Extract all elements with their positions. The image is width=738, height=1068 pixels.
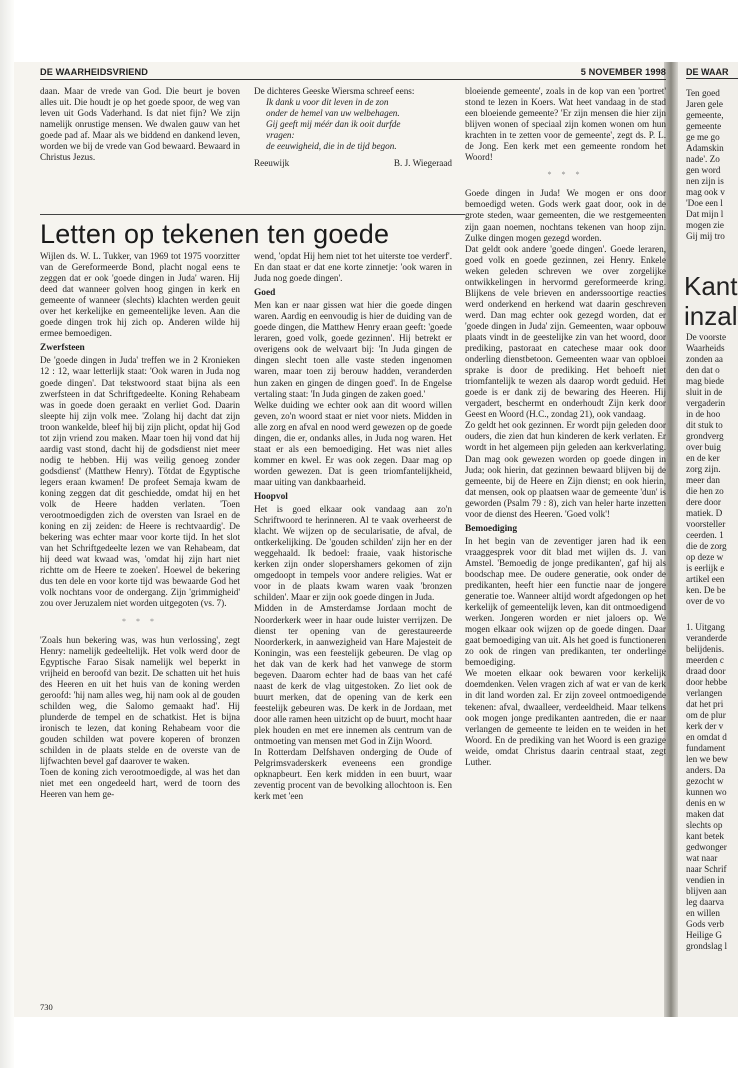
poem: [254, 97, 452, 152]
title-rule: [40, 214, 465, 215]
facing-line: kunnen wo: [686, 787, 727, 797]
facing-headline-line: inzal: [684, 301, 738, 331]
paragraph: Welke duiding we echter ook aan dit woord willen geven, zo'n woord staat er niet voor niets. Midden in alle zorg en afval en nood werd gewezen op de goede dingen, die er, ondanks alles, in Juda nog waren. Het staat er als een bemoediging. Het was niet alles kommer en kwel. Er was ook zegen. Daar mag op worden gewezen. Dat is geen triomfantelijkheid, maar uiting van dankbaarheid.: [254, 399, 452, 487]
facing-line: Gij mij tro: [686, 231, 725, 241]
facing-line: en de ker: [686, 453, 720, 463]
poem-line: vragen:: [266, 130, 295, 141]
facing-headline-line: Kant: [684, 271, 738, 301]
facing-page-rule: [686, 78, 738, 79]
article-column-1: [40, 251, 240, 800]
paragraph: Dat geldt ook andere 'goede dingen'. Goede leraren, goed volk en goede gezinnen, zei Henry. Enkele weken geleden schreven we over zorgelijke ontwikkelingen in hervormd gereformeerde kring. Blijkens de vele brieven en anderssoortige reacties werd onderkend en herkend wat daarin geschreven werd. Dan mag echter ook gezegd worden, dat er 'goede dingen in Juda' zijn. Gemeenten, waar opbouw plaats vindt in de geestelijke zin van het woord, door prediking, pastoraat en catechese maar ook door onderling dienstbetoon. Gemeenten waar van opbloei sprake is door de prediking. Het behoeft niet triomfantelijk te wezen als daarop wordt geduid. Het goede is er dank zij de bewaring des Heeren. Hij vergadert, beschermt en onderhoudt Zijn kerk door Geest en Woord (H.C., zondag 21), ook vandaag.: [465, 243, 666, 420]
facing-line: 'Doe een l: [686, 198, 723, 208]
facing-line: dit stuk to: [686, 420, 723, 430]
facing-page: [678, 62, 738, 1017]
facing-line: denis en w: [686, 798, 726, 808]
facing-line: door hebbe: [686, 677, 728, 687]
paragraph: In het begin van de zeventiger jaren had ik een vraaggesprek voor dit blad met wijlen ds. J. van Amstel. 'Bemoedig de jonge predikanten', gaf hij als boodschap mee. De oudere generatie, ook onder de predikanten, heeft hier een functie naar de jongere generatie toe. Wanneer altijd wordt afgedongen op het kerkelijk of gemeentelijk leven, kan dit ontmoedigend werken. Jongeren worden er niet jaloers op. We mogen elkaar ook wijzen op de goede dingen. Daar gaat bemoediging van uit. Als het goed is functioneren zo ook de ringen van predikanten, ter onderlinge bemoediging.: [465, 535, 666, 668]
facing-line: wat naar: [686, 853, 718, 863]
facing-line: op deze w: [686, 552, 724, 562]
facing-line: dat het pri: [686, 699, 724, 709]
facing-line: den dat o: [686, 365, 720, 375]
facing-line: veranderde: [686, 633, 727, 643]
facing-line: en omdat d: [686, 732, 727, 742]
paragraph: Goede dingen in Juda! We mogen er ons door bemoedigd weten. Gods werk gaat door, ook in de grote steden, waar gemeenten, die we restgemeenten zijn gaan noemen, nochtans tekenen van hoop zijn. Zulke dingen mogen gezegd worden.: [465, 188, 666, 243]
facing-line: gedwonger: [686, 842, 727, 852]
facing-line: slechts op: [686, 820, 723, 830]
section-divider: * * *: [547, 170, 584, 180]
facing-line: meer dan: [686, 475, 720, 485]
article-title: Letten op tekenen ten goede: [40, 219, 390, 249]
facing-line: is eerlijk e: [686, 563, 725, 573]
facing-line: draad door: [686, 666, 726, 676]
facing-line: len we bew: [686, 754, 728, 764]
paragraph: In Rotterdam Delfshaven onderging de Oude of Pelgrimsvaderskerk eveneens een grondige opknapbeurt. Een kerk midden in een buurt, waar zeventig procent van de bevolking allochtoon is. Een kerk met 'een: [254, 747, 452, 802]
facing-line: ceerden. 1: [686, 530, 724, 540]
facing-line: gezocht w: [686, 776, 724, 786]
facing-line: mag biede: [686, 376, 725, 386]
paragraph: Zo geldt het ook gezinnen. Er wordt pijn geleden door ouders, die zien dat hun kinderen de kerk verlaten. Er wordt in het algemeen pijn geleden aan kerkverlating. Dan mag ook gewezen worden op goede dingen in Juda; ook hierin, dat gezinnen bewaard blijven bij de gemeente, bij de Heere en Zijn dienst; en ook hierin, dat mensen, ook op plaatsen waar de gemeente 'dun' is geworden (Psalm 79 : 8), zich van heler harte inzetten voor de dienst des Heeren. 'Goed volk'!: [465, 420, 666, 519]
facing-page-header: DE WAAR: [686, 67, 729, 77]
facing-line: grondslag l: [686, 941, 728, 951]
facing-line: dere door: [686, 497, 721, 507]
facing-line: belijdenis.: [686, 644, 725, 654]
facing-line: verlangen: [686, 688, 723, 698]
facing-line: mag ook v: [686, 187, 725, 197]
issue-date: 5 NOVEMBER 1998: [580, 67, 666, 77]
facing-line: artikel een: [686, 574, 725, 584]
intro-text-2: De dichteres Geeske Wiersma schreef eens:: [254, 86, 415, 96]
facing-line: sluit in de: [686, 387, 723, 397]
paragraph: De 'goede dingen in Juda' treffen we in 2 Kronieken 12 : 12, waar letterlijk staat: 'Ook waren in Juda nog goede dingen'. Dat tekstwoord staat bijna als een zwerfsteen in dat Schriftgedeelte. Koning Rehabeam was in goede doen geraakt en verliet God. Daarin sleepte hij zijn volk mee. 'Zolang hij dacht dat zijn troon wankelde, bleef hij bij zijn plicht, opdat hij God tot zijn vriend zou maken. Maar toen hij vond dat hij aardig vast stond, dacht hij de godsdienst niet meer nodig te hebben. Hij was veilig genoeg zonder godsdienst' (Matthew Henry). Tötdat de Egyptische legers eraan kwamen! De profeet Semaja kwam de koning zeggen dat dit geschiedde, omdat hij en het volk de Heere hadden verlaten. 'Toen verootmoedigden zich de oversten van Israel en de koning en zij zeiden: de Heere is rechtvaardig'. De bekering was echter maar voor korte tijd. In het slot van het Schriftgedeelte lezen we van Rehabeam, dat hij deed wat kwaad was, 'omdat hij zijn hart niet richtte om de Heere te zoeken'. Hoewel de bekering dus ten dele en voor korte tijd was bewaarde God het volk nochtans voor de ondergang. Zijn 'grimmigheid' zou over Jeruzalem niet worden uitgegoten (vs. 7).: [40, 355, 240, 609]
facing-line: matiek. D: [686, 508, 723, 518]
article-column-3: [465, 86, 666, 768]
facing-headline: [684, 271, 738, 331]
facing-line: vendien in: [686, 875, 725, 885]
paragraph: bloeiende gemeente', zoals in de kop van een 'portret' stond te lezen in Koers. Wat heet vandaag in de stad een bloeiende gemeente? 'Er zijn mensen die hier zijn blijven wonen of speciaal zijn komen wonen om hun krachten in te zetten voor de gemeente', zegt ds. P. L. de Jong. Een kerk met een gemeente rondom het Woord!: [465, 86, 666, 163]
facing-line: om de plur: [686, 710, 726, 720]
facing-line: over de vo: [686, 596, 725, 606]
subheading: Hoopvol: [254, 491, 288, 502]
paragraph: wend, 'opdat Hij hem niet tot het uiterste toe verderf'. En dan staat er dat ene korte zinnetje: 'ook waren in Juda nog goede dingen'.: [254, 251, 452, 284]
poem-line: Gij geeft mij méér dan ik ooit durfde: [266, 119, 401, 130]
facing-line: die de zorg: [686, 541, 727, 551]
facing-text-mid: [686, 332, 727, 607]
facing-line: en willen: [686, 908, 720, 918]
page-shadow: [0, 0, 14, 1068]
paragraph: 'Zoals hun bekering was, was hun verlossing', zegt Henry: namelijk gedeeltelijk. Het volk werd door de Egyptische Farao Sisak namelijk wel beperkt in vrijheid en beroofd van bezit. De schatten uit het huis des Heeren en uit het huis van de koning werden geroofd: 'hij nam alles weg, hij nam ook al de gouden schilden weg, die Salomo gemaakt had'. Hij plunderde de tempel en de schatkist. Het is bijna ironisch te lezen, dat koning Rehabeam voor die gouden schilden wat povere koperen of bronzen schilden in de plaats stelde en de overste van de lijfwachten bevel gaf daarover te waken.: [40, 634, 240, 767]
signature-author: B. J. Wiegeraad: [393, 158, 452, 169]
facing-line: zonden aa: [686, 354, 723, 364]
facing-line: meerden c: [686, 655, 725, 665]
facing-line: in de hoo: [686, 409, 721, 419]
facing-line: gen word: [686, 165, 721, 175]
facing-line: blijven aan: [686, 886, 727, 896]
facing-line: over buig: [686, 442, 721, 452]
facing-text-top: [686, 88, 725, 242]
header-rule: [40, 79, 666, 80]
facing-line: vergaderin: [686, 398, 726, 408]
facing-line: Gods verb: [686, 919, 725, 929]
paragraph: Het is goed elkaar ook vandaag aan zo'n Schriftwoord te herinneren. Al te vaak overheerst de klacht. We wijzen op de secularisatie, de afval, de ontkerkelijking. De 'gouden schilden' zijn her en der weggehaald. Ik bedoel: fraaie, vaak historische kerken zijn onder slopershamers gekomen of zijn omgedoopt in tempels voor andere religies. Wat er voor in de plaats kwam waren vaak 'bronzen schilden'. Maar er zijn ook goede dingen in Juda.: [254, 504, 452, 603]
facing-line: die hen zo: [686, 486, 724, 496]
publication-name: DE WAARHEIDSVRIEND: [40, 67, 148, 77]
facing-line: nen zijn is: [686, 176, 724, 186]
facing-line: Ten goed: [686, 88, 720, 98]
facing-line: mogen zie: [686, 220, 725, 230]
intro-text-1: daan. Maar de vrede van God. Die beurt je boven alles uit. Die houdt je op het goede spoor, de weg van leven uit Gods Vaderhand. Is dat niet fijn? We zijn namelijk onrustige mensen. We dwalen gauw van het goede pad af. Maar als we biddend en dankend leven, worden we bij de vrede van God bewaard. Bewaard in Christus Jezus.: [40, 86, 241, 163]
poem-line: onder de hemel van uw welbehagen.: [266, 108, 400, 119]
facing-line: kerk der v: [686, 721, 724, 731]
facing-line: zorg zijn.: [686, 464, 721, 474]
article-column-2: [254, 251, 452, 802]
poem-line: Ik dank u voor dit leven in de zon: [266, 97, 389, 108]
facing-line: fundament: [686, 743, 726, 753]
facing-line: gemeente,: [686, 110, 724, 120]
signature: [254, 158, 452, 169]
facing-line: nade'. Zo: [686, 154, 720, 164]
facing-line: voorsteller: [686, 519, 726, 529]
binding-gutter: [664, 62, 678, 1017]
poem-line: de eeuwigheid, die in de tijd begon.: [266, 141, 397, 152]
subheading: Bemoediging: [465, 523, 518, 534]
paragraph: Men kan er naar gissen wat hier die goede dingen waren. Aardig en eenvoudig is hier de duiding van de goede dingen, die Matthew Henry eraan geeft: 'goede leraren, goed volk, goede gezinnen'. Hij betrekt er overigens ook de welvaart bij: 'In Juda gingen de dingen slecht toen alle vaste steden ingenomen waren, maar toen zij berouw hadden, veranderden hun zaken en gingen de dingen goed'. In de Engelse vertaling staat: 'In Juda gingen de zaken goed.': [254, 300, 452, 399]
section-divider: * * *: [122, 616, 158, 626]
intro-column-1: [40, 86, 240, 163]
facing-line: gemeente: [686, 121, 722, 131]
facing-line: maken dat: [686, 809, 725, 819]
facing-line: naar Schrif: [686, 864, 727, 874]
paragraph: We moeten elkaar ook bewaren voor kerkelijk doemdenken. Velen vragen zich af wat er van de kerk in dit land worden zal. Er zijn zoveel ontmoedigende tekenen: afval, dwaalleer, verdeeldheid. Maar telkens ook mogen jonge predikanten aantreden, die er naar verlangen de gemeente te leiden en te weiden in het Woord. En de prediking van het Woord is een grazige weide, omdat Christus daarin centraal staat, zegt Luther.: [465, 668, 666, 767]
paragraph: Toen de koning zich verootmoedigde, al was het dan niet met een ongedeeld hart, werd de toorn des Heeren van hem ge-: [40, 767, 240, 800]
facing-line: ge me go: [686, 132, 720, 142]
facing-line: Heilige G: [686, 930, 722, 940]
facing-line: kant betek: [686, 831, 725, 841]
signature-place: Reeuwijk: [254, 158, 290, 169]
page-number: 730: [40, 1002, 53, 1012]
facing-line: ken. De be: [686, 585, 726, 595]
facing-line: 1. Uitgang: [686, 622, 725, 632]
facing-line: Jaren gele: [686, 99, 723, 109]
running-header: [40, 66, 666, 80]
facing-line: Waarheids: [686, 343, 725, 353]
facing-line: grondverg: [686, 431, 724, 441]
facing-line: Dat mijn l: [686, 209, 724, 219]
facing-line: anders. Da: [686, 765, 726, 775]
subheading: Goed: [254, 288, 276, 299]
facing-line: leg daarva: [686, 897, 725, 907]
facing-line: Adamskin: [686, 143, 724, 153]
intro-column-2: [254, 86, 452, 169]
facing-line: De voorste: [686, 332, 727, 342]
paragraph: Midden in de Amsterdamse Jordaan mocht de Noorderkerk weer in haar oude luister verrijzen. De dienst ter opening van de gerestaureerde Noorderkerk, in aanwezigheid van Hare Majesteit de Koningin, was een feestelijk gebeuren. De vlag op het dak van de kerk had het vanwege de storm begeven. Daarom echter had de baas van het café naast de kerk de vlag uitgestoken. Zo liet ook de buurt merken, dat de opening van de kerk een feestelijk gebeuren was. De kerk in de Jordaan, met door alle ramen heen uitzicht op de buurt, mocht haar plek houden en met ere innemen als centrum van de ontmoeting van mensen met God in Zijn Woord.: [254, 603, 452, 747]
paragraph: Wijlen ds. W. L. Tukker, van 1969 tot 1975 voorzitter van de Gereformeerde Bond, placht nogal eens te zeggen dat er ook 'goede dingen in Juda' waren. Hij deed dat wanneer golven hoog gingen in kerk en gemeente of wanneer (slechts) klachten werden geuit over het kerkelijke en gemeentelijke leven. Aan die goede dingen trok hij zich op. Anderen wilde hij ermee bemoedigen.: [40, 251, 240, 339]
subheading: Zwerfsteen: [40, 343, 85, 354]
facing-text-bottom: [686, 622, 728, 952]
